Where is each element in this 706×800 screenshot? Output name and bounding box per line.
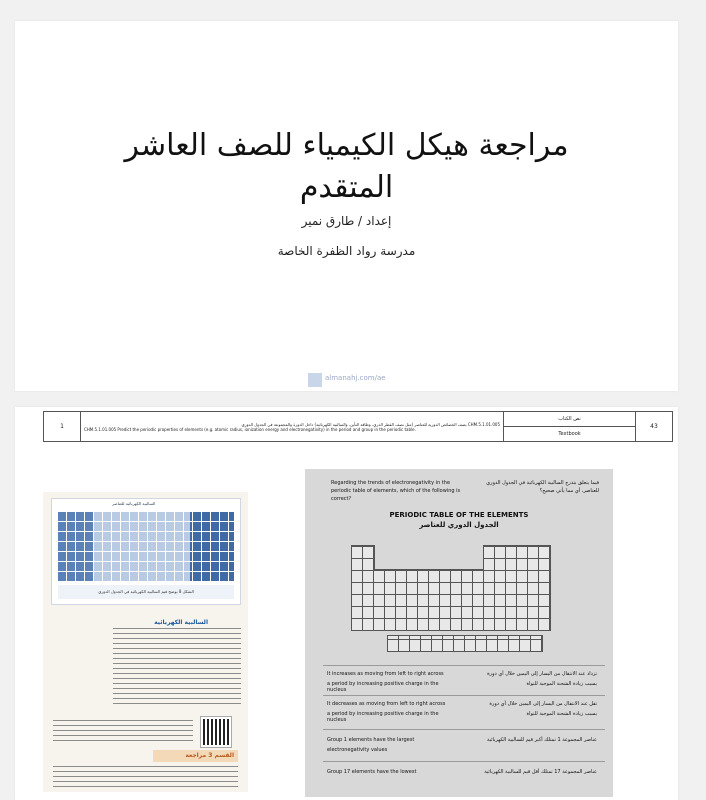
author-line: إعداد / طارق نمير — [301, 214, 392, 228]
watermark-url: almanahj.com/ae — [325, 374, 386, 382]
qr-code-icon — [201, 717, 231, 747]
periodic-table-title-english: PERIODIC TABLE OF THE ELEMENTS — [389, 511, 529, 519]
learning-standard — [81, 412, 504, 442]
document-title: مراجعة هيكل الكيمياء للصف العاشر المتقدم — [124, 128, 569, 205]
question-code: 43 — [636, 412, 673, 442]
transition-block — [373, 569, 485, 631]
chart-title: السالبية الكهربائية للعناصر — [112, 501, 156, 506]
chart-caption: الشكل 8 يوضح قيم السالبية الكهربائية في الجدول الدوري — [58, 585, 234, 599]
lanthanide-actinide-block — [387, 635, 543, 652]
watermark-logo-icon — [308, 373, 322, 387]
p-block — [483, 545, 551, 631]
question-number: 1 — [44, 412, 81, 442]
cover-page — [15, 21, 678, 391]
textbook-sidebar-text — [53, 720, 193, 742]
periodic-table-title-arabic: الجدول الدوري للعناصر — [419, 521, 499, 529]
group-1-2-block — [351, 545, 375, 631]
question-scan-image: Regarding the trends of electronegativity in the periodic table of elements, which of the following is correct? فيما يتعلق بتدرج السالبية الكهربائية في الجدول الدوري للعناصر، أي مما يأتي صحيح؟ PERIODIC TABLE OF THE ELEMENTS الجدول الدوري للعناصر It increases as moving from left to right across a period by increasing positive charge in the nucleus تزداد عند الانتقال من اليسار إلى اليمين خلال أي دورة بسبب زيادة الشحنة الموجبة للنواة It decreases as moving from left to right across a period by increasing positive charge in the nucleus تقل عند الانتقال من اليسار إلى اليمين خلال أي دورة بسبب زيادة الشحنة الموجبة للنواة Group 1 elements have the largest electronegativity values عناصر المجموعة 1 تمتلك أكبر قيم للسالبية الكهربائية Group 17 elements have the lowest عناصر المجموعة 17 تمتلك أقل قيم للسالبية الكهربائية — [305, 469, 613, 797]
review-questions-text — [53, 766, 238, 788]
textbook-paragraph — [113, 628, 241, 708]
question-intro-english: Regarding the trends of electronegativity in the periodic table of elements, which of the following is correct? — [331, 480, 461, 502]
section-heading: السالبية الكهربائية — [154, 619, 208, 626]
question-header-table — [43, 411, 673, 442]
source-label-top: نص الكتاب — [504, 412, 636, 427]
standard-arabic: CHM.5.1.01.005 يصف الخصائص الدورية للعناصر (مثل نصف القطر الذري، وطاقة التأين، والسالبية الكهربائية) داخل الدورة والمجموعة في الجدول الدوري — [241, 421, 500, 427]
source-label-bottom: Textbook — [504, 427, 636, 442]
textbook-scan-image — [43, 492, 248, 792]
school-name: مدرسة رواد الظفرة الخاصة — [277, 244, 416, 258]
review-heading: القسم 3 مراجعة — [153, 750, 238, 762]
periodic-table-grid — [58, 511, 234, 581]
question-page — [15, 407, 678, 800]
question-intro-arabic: فيما يتعلق بتدرج السالبية الكهربائية في الجدول الدوري للعناصر، أي مما يأتي صحيح؟ — [486, 480, 599, 494]
periodic-table-image — [351, 535, 571, 650]
electronegativity-chart — [51, 498, 241, 605]
standard-english: CHM.5.1.01.005 Predict the periodic properties of elements (e.g. atomic radius, ionization energy and electronegativity) in the period and group in the periodic table. — [84, 426, 416, 432]
